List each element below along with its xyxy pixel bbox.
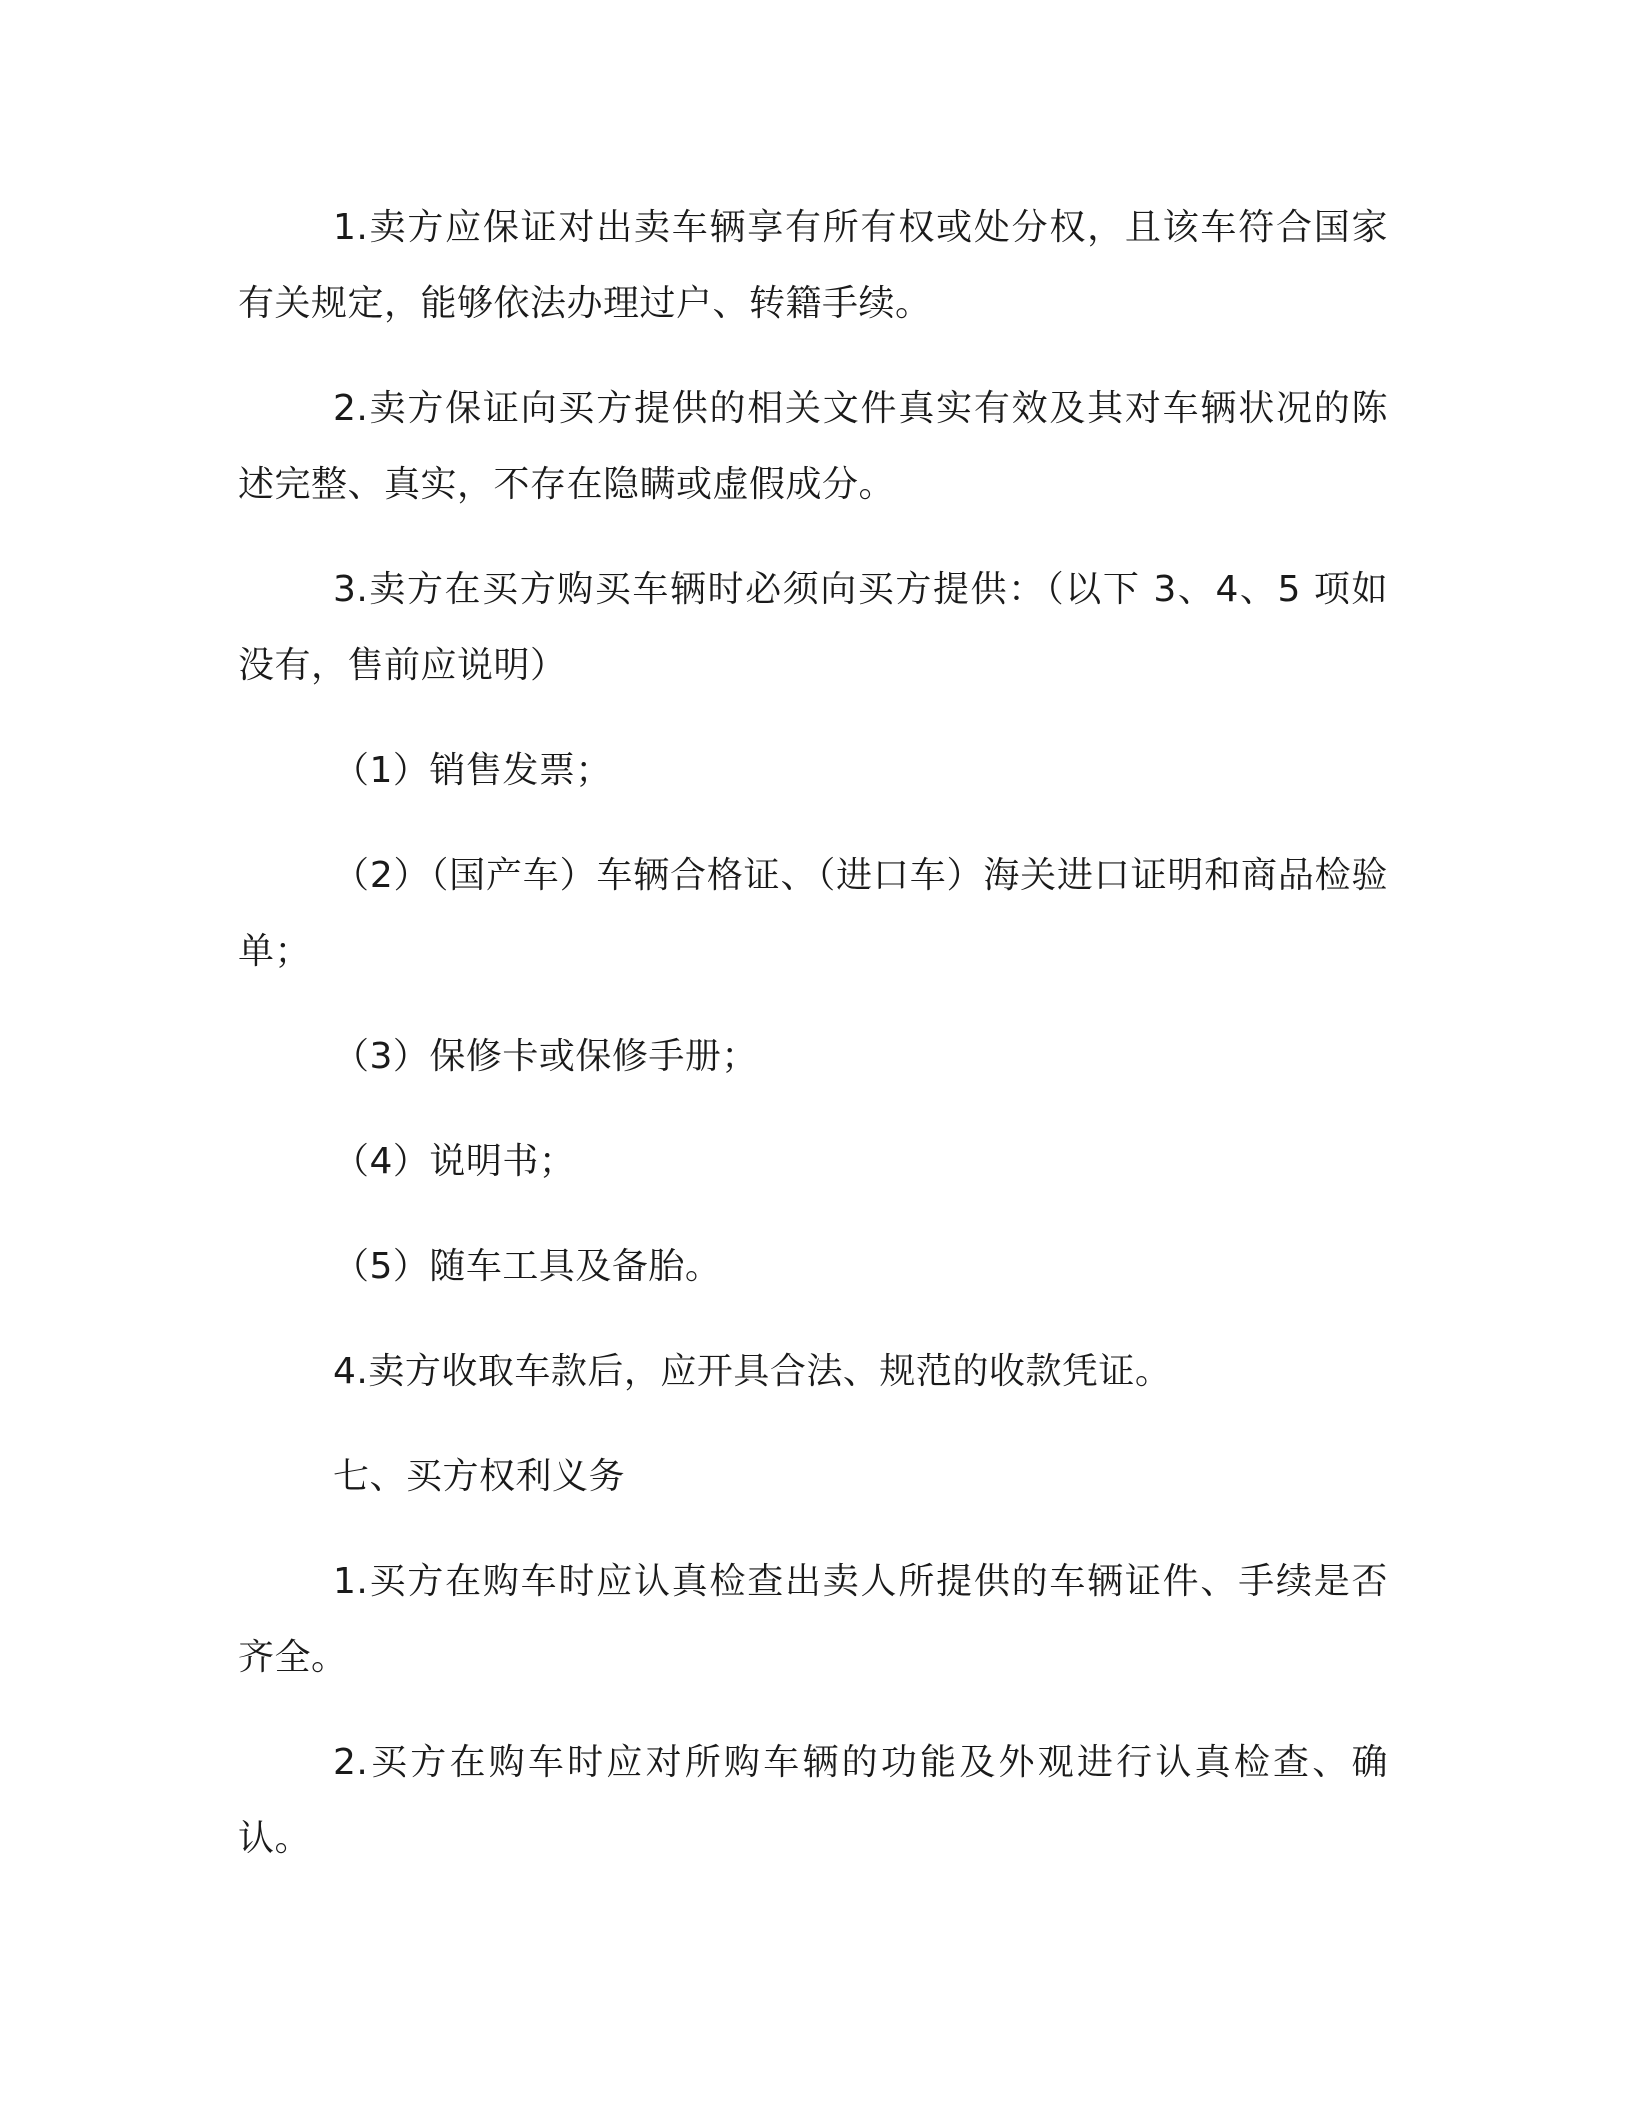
document-item-4: （4）说明书； <box>333 1141 576 1182</box>
document-item-1: （1）销售发票； <box>333 750 612 791</box>
seller-obligation-2: 2.卖方保证向买方提供的相关文件真实有效及其对车辆状况的陈述完整、真实，不存在隐瞒或虚假成分。 <box>238 388 1388 505</box>
document-item-2: （2）（国产车）车辆合格证、（进口车）海关进口证明和商品检验单； <box>238 855 1388 972</box>
document-page <box>238 190 1388 1877</box>
buyer-obligation-2: 2.买方在购车时应对所购车辆的功能及外观进行认真检查、确认。 <box>238 1742 1388 1859</box>
seller-obligation-1: 1.卖方应保证对出卖车辆享有所有权或处分权，且该车符合国家有关规定，能够依法办理过户、转籍手续。 <box>238 207 1388 324</box>
seller-obligation-3: 3.卖方在买方购买车辆时必须向买方提供：（以下 3、4、5 项如没有，售前应说明） <box>238 569 1388 686</box>
seller-obligation-4: 4.卖方收取车款后，应开具合法、规范的收款凭证。 <box>333 1351 1172 1392</box>
section-heading-buyer-rights: 七、买方权利义务 <box>333 1456 626 1497</box>
document-item-3: （3）保修卡或保修手册； <box>333 1036 758 1077</box>
buyer-obligation-1: 1.买方在购车时应认真检查出卖人所提供的车辆证件、手续是否齐全。 <box>238 1561 1388 1678</box>
document-item-5: （5）随车工具及备胎。 <box>333 1246 722 1287</box>
